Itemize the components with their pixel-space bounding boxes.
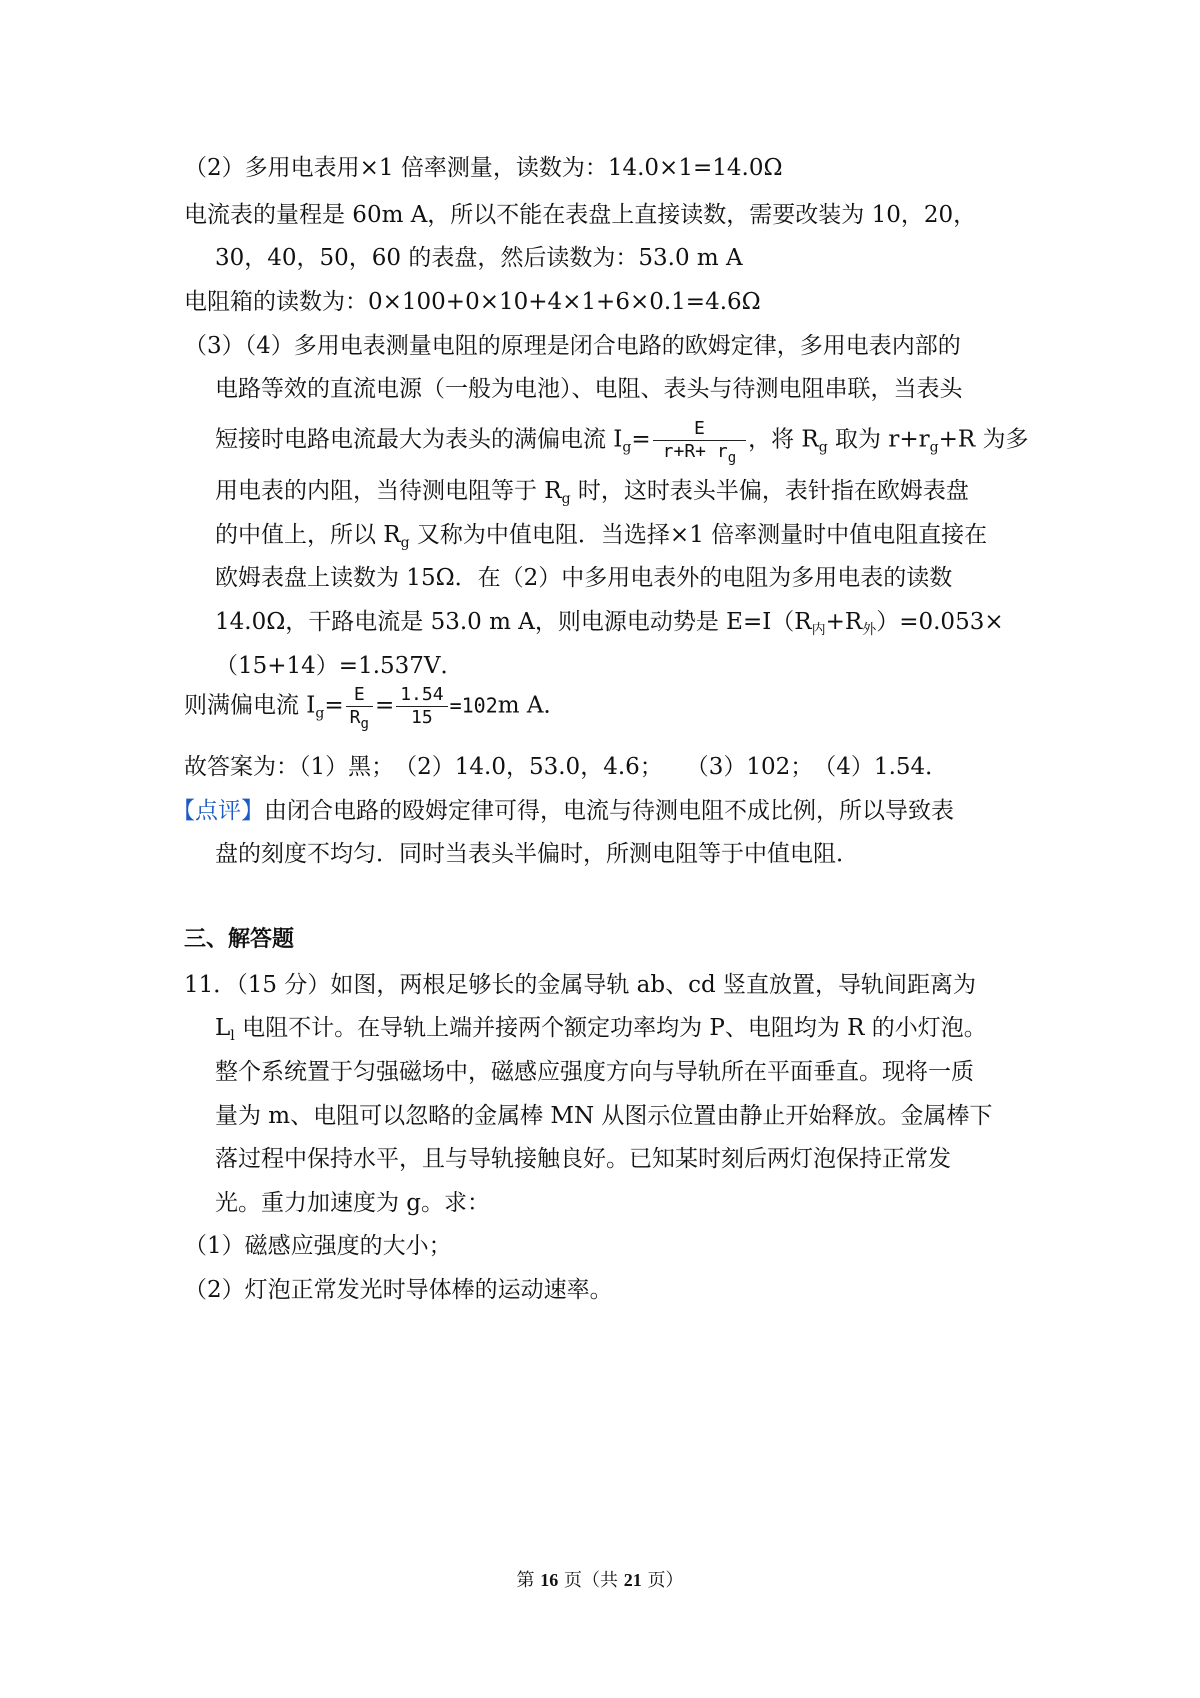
text-fragment: 第 bbox=[516, 1570, 541, 1591]
question-line: 落过程中保持水平，且与导轨接触良好。已知某时刻后两灯泡保持正常发 bbox=[215, 1146, 951, 1172]
question-line: 11．（15 分）如图，两根足够长的金属导轨 ab、cd 竖直放置，导轨间距离为 bbox=[184, 972, 977, 998]
text-fragment: = bbox=[631, 426, 651, 453]
text-line bbox=[215, 607, 1004, 637]
text-fragment: =102 bbox=[449, 693, 498, 718]
text-fragment: 电阻不计。在导轨上端并接两个额定功率均为 P、电阻均为 R 的小灯泡。 bbox=[234, 1015, 987, 1041]
subscript: g bbox=[400, 535, 410, 551]
fraction-numerator: 1.54 bbox=[400, 684, 444, 705]
fraction-denominator: 15 bbox=[396, 706, 447, 729]
subscript: g bbox=[561, 491, 571, 507]
text-fragment: L bbox=[215, 1015, 231, 1041]
subscript: g bbox=[929, 439, 939, 456]
text-fragment: 则满偏电流 I bbox=[184, 692, 316, 719]
sub-question: （2）灯泡正常发光时导体棒的运动速率。 bbox=[184, 1277, 613, 1303]
fraction bbox=[396, 684, 447, 729]
page-total: 21 bbox=[623, 1570, 642, 1590]
text-line: 欧姆表盘上读数为 15Ω．在（2）中多用电表外的电阻为多用电表的读数 bbox=[215, 565, 953, 591]
subscript: g bbox=[818, 439, 828, 456]
fraction-denominator bbox=[346, 706, 373, 732]
comment-line bbox=[172, 796, 954, 826]
text-fragment: 时，这时表头半偏，表针指在欧姆表盘 bbox=[570, 478, 969, 504]
text-fragment: r+R+ r bbox=[662, 441, 728, 462]
fraction bbox=[346, 684, 373, 732]
text-fragment: 的中值上，所以 R bbox=[215, 522, 401, 548]
text-line: 盘的刻度不均匀．同时当表头半偏时，所测电阻等于中值电阻． bbox=[215, 841, 859, 867]
fraction-numerator: E bbox=[693, 418, 705, 439]
page-number: 16 bbox=[540, 1570, 559, 1590]
text-fragment: +R 为多 bbox=[938, 426, 1029, 453]
fraction-numerator: E bbox=[353, 684, 365, 705]
subscript: l bbox=[230, 1028, 235, 1044]
subscript: g bbox=[727, 450, 737, 466]
text-line: 电流表的量程是 60m A，所以不能在表盘上直接读数，需要改装为 10，20， bbox=[184, 202, 977, 228]
text-line: （15+14）=1.537V． bbox=[215, 653, 464, 679]
text-fragment: 14.0Ω，干路电流是 53.0 m A，则电源电动势是 E=I（R bbox=[215, 609, 812, 635]
text-fragment: ，将 R bbox=[748, 426, 819, 453]
formula-line bbox=[215, 418, 1029, 466]
text-fragment: m A． bbox=[497, 692, 567, 719]
text-fragment: ）=0.053× bbox=[876, 609, 1004, 635]
subscript: g bbox=[360, 716, 369, 732]
text-line: 30，40，50，60 的表盘，然后读数为：53.0 m A bbox=[215, 245, 743, 271]
text-fragment: 取为 r+r bbox=[827, 426, 930, 453]
text-fragment: = bbox=[374, 692, 395, 719]
fraction-denominator bbox=[653, 440, 746, 466]
sub-question: （1）磁感应强度的大小； bbox=[184, 1233, 452, 1259]
formula-line bbox=[184, 684, 567, 732]
subscript: g bbox=[622, 439, 632, 456]
question-line: 整个系统置于匀强磁场中，磁感应强度方向与导轨所在平面垂直。现将一质 bbox=[215, 1059, 974, 1085]
text-fragment: 页（共 bbox=[558, 1570, 624, 1591]
subscript: g bbox=[315, 705, 325, 722]
text-fragment: +R bbox=[825, 609, 863, 635]
question-line: 量为 m、电阻可以忽略的金属棒 MN 从图示位置由静止开始释放。金属棒下 bbox=[215, 1103, 993, 1129]
text-fragment: 又称为中值电阻．当选择×1 倍率测量时中值电阻直接在 bbox=[409, 522, 988, 548]
fraction bbox=[653, 418, 746, 466]
question-line bbox=[215, 1013, 987, 1043]
subscript: 外 bbox=[862, 622, 877, 638]
text-fragment: R bbox=[349, 707, 361, 728]
section-heading: 三、解答题 bbox=[184, 927, 295, 952]
question-line: 光。重力加速度为 g。求： bbox=[215, 1190, 491, 1216]
answer-line: 故答案为：（1）黑； （2）14.0，53.0，4.6； （3）102； （4）1.54． bbox=[184, 754, 949, 780]
text-line bbox=[215, 476, 969, 506]
page-footer bbox=[0, 1566, 1200, 1592]
text-fragment: 页） bbox=[641, 1570, 684, 1591]
text-line bbox=[215, 520, 987, 550]
text-line: 电阻箱的读数为：0×100+0×10+4×1+6×0.1=4.6Ω bbox=[184, 289, 761, 315]
text-fragment: 由闭合电路的殴姆定律可得，电流与待测电阻不成比例，所以导致表 bbox=[264, 798, 954, 824]
comment-label: 【点评】 bbox=[172, 798, 264, 824]
text-fragment: = bbox=[324, 692, 344, 719]
text-line: （3）（4）多用电表测量电阻的原理是闭合电路的欧姆定律，多用电表内部的 bbox=[184, 333, 961, 359]
text-line: （2）多用电表用×1 倍率测量，读数为：14.0×1=14.0Ω bbox=[184, 155, 783, 181]
text-line: 电路等效的直流电源（一般为电池）、电阻、表头与待测电阻串联，当表头 bbox=[215, 376, 963, 402]
text-fragment: 短接时电路电流最大为表头的满偏电流 I bbox=[215, 426, 623, 453]
subscript: 内 bbox=[811, 622, 826, 638]
text-fragment: 用电表的内阻，当待测电阻等于 R bbox=[215, 478, 562, 504]
